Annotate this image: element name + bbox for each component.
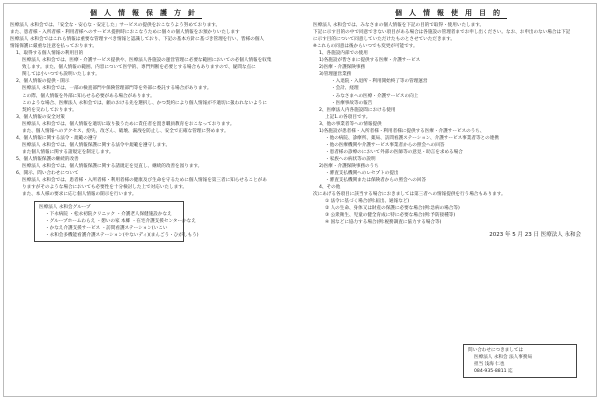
body-line: 2)医療・介護保険事務: [319, 65, 366, 71]
contact-line: 問い合わせにつきましては: [468, 348, 524, 353]
body-line: 1、各施設内部での使用: [319, 51, 368, 57]
body-line: 契約を交わしております。: [22, 107, 77, 113]
usage-purpose-title: 個人情報使用目的: [395, 9, 507, 17]
body-line: 医療法人 永和会ではこれら情報は重要な管理すべき情報と認識しており、下記の基本方針に基づき管理を行い、皆様の個人: [10, 37, 265, 43]
body-line: 医療法人 永和会では、みなさまの個人情報を下記の目的で取得・使用いたします。: [313, 23, 485, 29]
body-line: また、患者様・入所者様・利用者様へのサービス提供時におこなうために個々の個人情報をお預かりいたします: [10, 30, 240, 36]
body-line: 情報保護に厳重な注意を払っております。: [10, 44, 97, 50]
privacy-policy-column: [10, 10, 282, 242]
body-line: ・他の病院、診療所、薬局、訪問看護ステーション、介護サービス事業者等との連携: [325, 135, 499, 141]
contact-box: [463, 344, 577, 378]
body-line: 3、個人情報の安全対策: [16, 114, 65, 120]
usage-purpose-column: [313, 10, 589, 239]
group-item: ・グループホームわらえ ・憩いの家 本郷 ・在宅介護支援センターかなえ: [45, 219, 196, 225]
group-facilities-box: [34, 201, 199, 242]
body-line: 上記1.の各項目です。: [325, 114, 371, 120]
body-line: このような場合、医療法人 永和会では、頼のおける先を選択し、かつ契約により個人情報が不適切に扱われないように: [22, 100, 267, 106]
body-line: ④ 国などに協力する場合(例:税務調査に協力する場合等): [325, 220, 442, 226]
body-line: 医療法人 永和会では、個人情報を適切に取り扱うために責任者を置き職員教育をおこなっております。: [22, 121, 235, 127]
body-line: ・みなさまへの医療・介護サービスの向上: [331, 93, 419, 99]
body-line: りますがそのような場合においても必要性を十分検討した上で対応いたします。: [22, 185, 188, 191]
body-line: ・医療事故等の報告: [331, 100, 373, 106]
body-line: ① 法令に基づく場合(例:届出、通報など): [325, 199, 410, 205]
body-line: 6、開示、問い合わせについて: [16, 171, 79, 177]
privacy-policy-title: 個人情報保護方針: [90, 9, 202, 17]
body-line: 4、その他: [319, 185, 341, 191]
body-line: 医療法人 永和会では、患者様・入所者様・利用者様の健康及び生命を守るために個人情報を第三者に知らせることがあ: [22, 178, 267, 184]
body-line: に示す目的について同意していただけたものとさせていただきます。: [313, 37, 455, 43]
body-line: 3、他の事業者等への情報提供: [319, 121, 382, 127]
body-line: ・審査支払機関へのレセプトの提出: [325, 171, 399, 177]
contact-line: 医療法人 永和会 法人事務局: [474, 355, 533, 360]
body-line: 2、医療法人内各施設間における使用: [319, 107, 396, 113]
body-line: ・入退院・入退所・利用開始終了等の管理運営: [331, 79, 428, 85]
usage-purpose-body: [313, 22, 589, 226]
body-line: ・他の医療機関や介護サービス事業者からの照会への回答: [325, 142, 445, 148]
group-heading: 医療法人 永和会グループ: [39, 205, 91, 211]
body-line: 関しては小いつでも説明いたします。: [22, 72, 100, 78]
body-line: 2)医療・介護保険事務のうち: [319, 163, 379, 169]
body-line: また、個人情報へのアクセス、紛失、改ざん、破壊、漏洩を防止し、安全で正確な管理に努めます。: [22, 128, 229, 134]
body-line: ③ 公衆衛生、児童の健全育成に特に必要な場合(例:予防接種等): [325, 213, 456, 219]
body-line: この際、個人情報を外部に知らせる必要がある場合があります。: [22, 93, 155, 99]
group-item: ・永和会多機能看護介護ステーション(やないディ)(まんごう・ひがしもう): [45, 233, 199, 239]
body-line: 3)管理運営業務: [319, 72, 352, 78]
body-line: 5、個人情報保護の継続的改善: [16, 156, 79, 162]
group-item: ・下永病院 ・松永初院クリニック ・介護老人保健施設かなえ: [45, 212, 172, 218]
body-line: 致します。また、個人情報の範囲、内容について医学的、専門判断を必要とする場合もありますので、疑問な点に: [22, 65, 256, 71]
body-line: 2、個人情報の提供・開示: [16, 79, 70, 85]
body-line: ※これらの同意は後からいつでも変更が可能です。: [313, 44, 418, 50]
body-line: 4、個人情報に関する法令・規範の遵守: [16, 135, 98, 141]
body-line: 下記に示す目的の中で同意できない項目がある場合は各施設の管理者までお申し出ください。なお、お申出のない場合は下記: [313, 30, 571, 36]
body-line: ② 人の生命、身体又は財産の保護に必要な場合(例:急病の場合等): [325, 206, 460, 212]
body-line: 1)各施設が皆さまに提供する医療・介護サービス: [319, 58, 421, 64]
body-line: 次にあげる各項目に該当する場合におきましては第三者への情報提供を行う場合もあります。: [313, 192, 506, 198]
body-line: また、本人様の要求に応じ個人情報の開示を行います。: [22, 192, 137, 198]
body-line: ・家族への病状等の説明: [325, 156, 376, 162]
contact-line: 担当 浅海 仁也: [474, 362, 505, 367]
body-line: ・会計、経理: [331, 86, 359, 92]
body-line: ・患者様の診療のにおいて外部の医師等の意見・助言を求める場合: [325, 149, 463, 155]
body-line: 医療法人 永和会では、個人情報保護に関する法令や規範を遵守します。: [22, 142, 171, 148]
body-line: 医療法人 永和会では、個人情報保護に関する諸規定を見直し、継続的改善を図ります。: [22, 163, 203, 169]
group-item: ・かなえ介護支援サービス ・訪問看護ステーション(いこい: [45, 226, 168, 232]
body-line: 医療法人 永和会では、一部の検査部門や保険管理部門等を外部に委託する場合があります。: [22, 86, 212, 92]
body-line: 1、取得する個人情報の利用目的: [16, 51, 84, 57]
contact-line: 084-935-8811 迄: [474, 369, 513, 374]
privacy-policy-body: [10, 22, 282, 198]
body-line: ・審査支払機関または保険者からの照会への回答: [325, 178, 427, 184]
body-line: 1)各施設が患者様・入所者様・利用者様に提供する医療・介護サービスのうち、: [319, 128, 485, 134]
body-line: 医療法人 永和会では、医療・介護サービス提供や、医療法人各施設の運営管理に必要な範囲においての必個人情報を収集: [22, 58, 272, 64]
body-line: また個人情報に関する諸規定を制定します。: [22, 149, 114, 155]
body-line: 医療法人 永和会では、「安全な・安心な・安定した」サービスの提供をおこなうよう努めております。: [10, 23, 221, 29]
issue-date: 2023 年 5 月 23 日 医療法人 永和会: [489, 232, 581, 239]
